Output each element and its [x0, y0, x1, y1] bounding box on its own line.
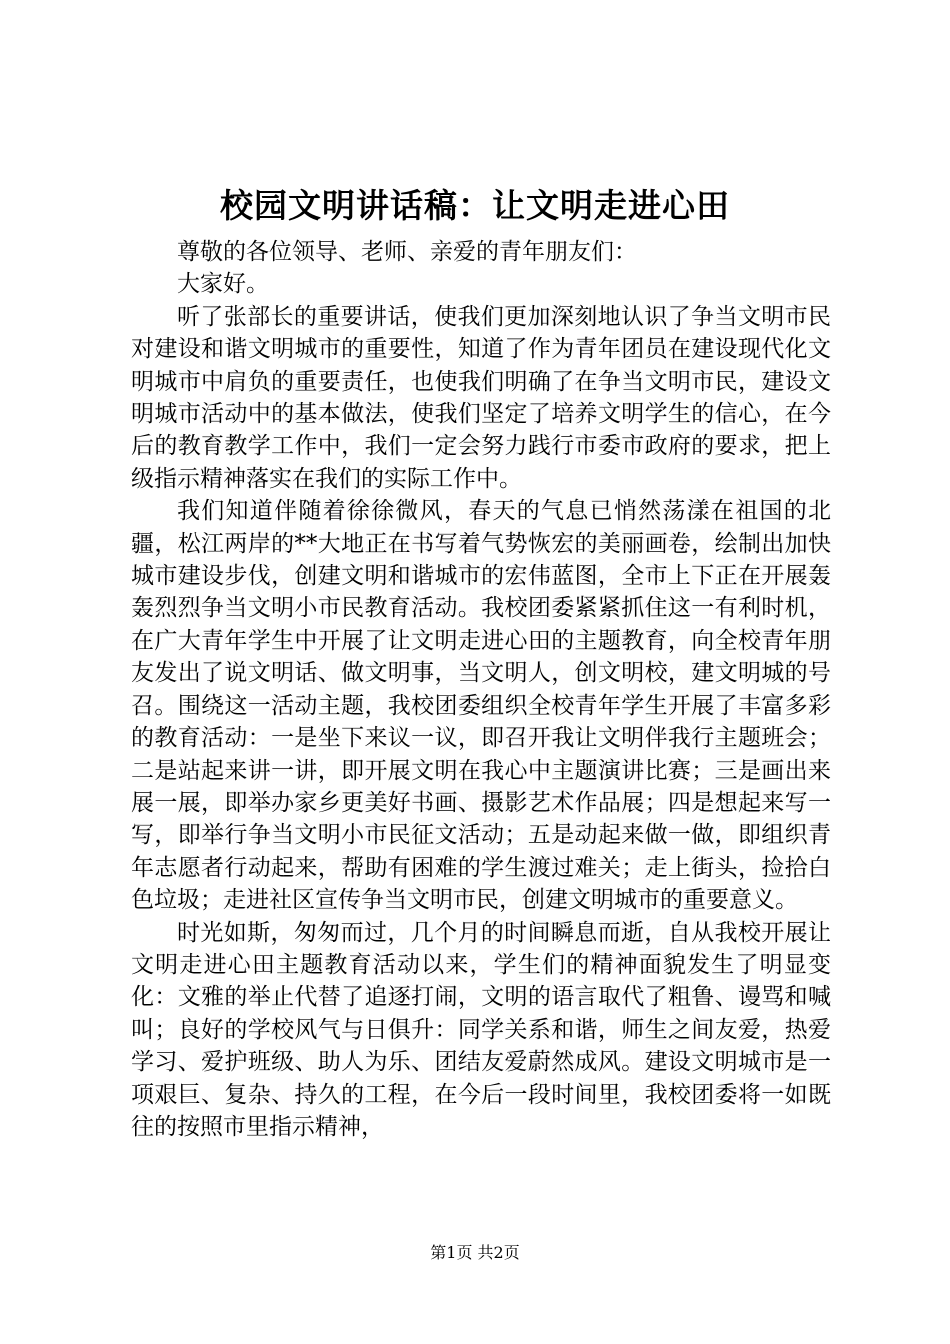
greeting: 大家好。 [177, 271, 269, 298]
paragraph-1: 听了张部长的重要讲话，使我们更加深刻地认识了争当文明市民对建设和谐文明城市的重要性，知道了作为青年团员在建设现代化文明城市中肩负的重要责任，也使我们明确了在争当文明市民，建设文明城市活动中的基本做法，使我们坚定了培养文明学生的信心，在今后的教育教学工作中，我们一定会努力践行市委市政府的要求，把上级指示精神落实在我们的实际工作中。 [131, 303, 831, 492]
paragraph-3: 时光如斯，匆匆而过，几个月的时间瞬息而逝，自从我校开展让文明走进心田主题教育活动以来，学生们的精神面貌发生了明显变化：文雅的举止代替了追逐打闹，文明的语言取代了粗鲁、谩骂和喊叫；良好的学校风气与日俱升：同学关系和谐，师生之间友爱，热爱学习、爱护班级、助人为乐、团结友爱蔚然成风。建设文明城市是一项艰巨、复杂、持久的工程，在今后一段时间里，我校团委将一如既往的按照市里指示精神， [131, 919, 831, 1140]
document-body [131, 236, 831, 1143]
salutation: 尊敬的各位领导、老师、亲爱的青年朋友们： [177, 239, 637, 265]
page-title: 校园文明讲话稿：让文明走进心田 [220, 186, 730, 225]
paragraph-2: 我们知道伴随着徐徐微风，春天的气息已悄然荡漾在祖国的北疆，松江两岸的**大地正在书写着气势恢宏的美丽画卷，绘制出加快城市建设步伐，创建文明和谐城市的宏伟蓝图，全市上下正在开展轰轰烈烈争当文明小市民教育活动。我校团委紧紧抓住这一有利时机，在广大青年学生中开展了让文明走进心田的主题教育，向全校青年朋友发出了说文明话、做文明事，当文明人，创文明校，建文明城的号召。围绕这一活动主题，我校团委组织全校青年学生开展了丰富多彩的教育活动：一是坐下来议一议，即召开我让文明伴我行主题班会；二是站起来讲一讲，即开展文明在我心中主题演讲比赛；三是画出来展一展，即举办家乡更美好书画、摄影艺术作品展；四是想起来写一写，即举行争当文明小市民征文活动；五是动起来做一做，即组织青年志愿者行动起来，帮助有困难的学生渡过难关；走上街头，捡拾白色垃圾；走进社区宣传争当文明市民，创建文明城市的重要意义。 [131, 498, 831, 914]
page-number-footer: 第1页 共2页 [430, 1243, 520, 1262]
